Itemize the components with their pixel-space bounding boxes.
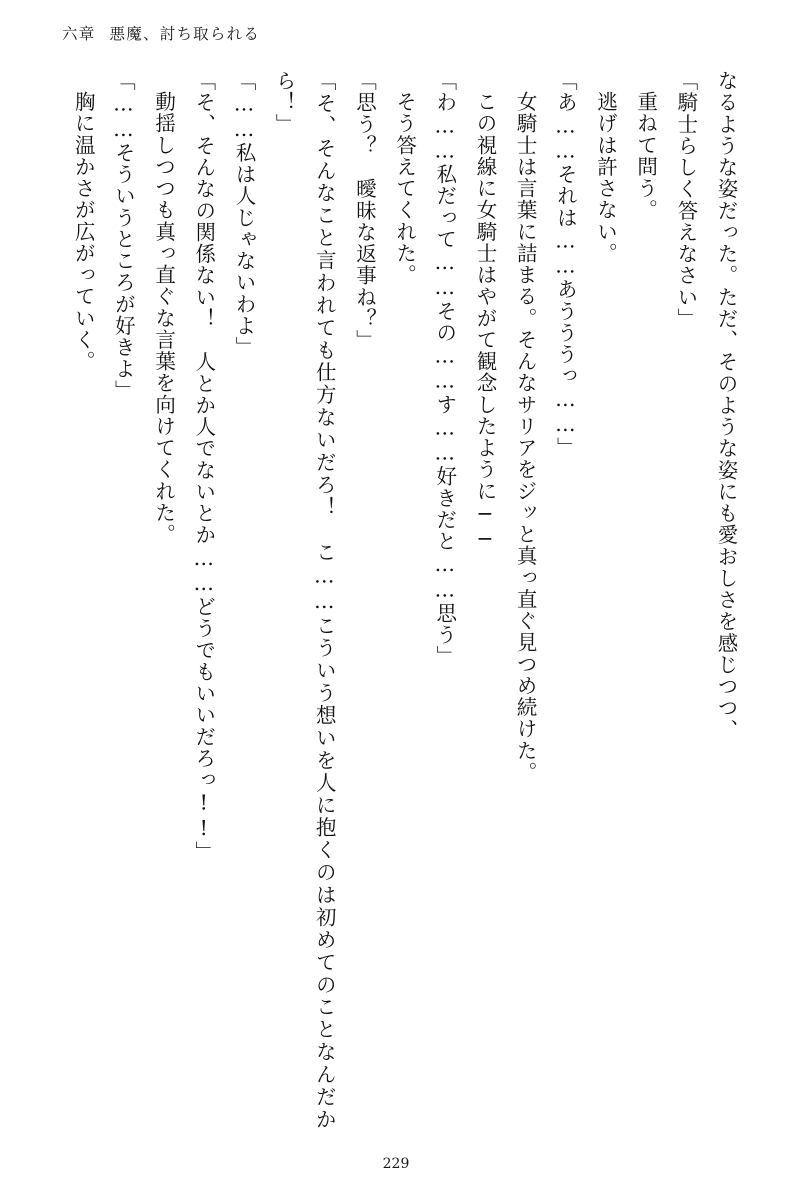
paragraph: そう答えてくれた。: [392, 90, 417, 286]
paragraph: 胸に温かさが広がっていく。: [71, 90, 96, 372]
paragraph: 「……私は人じゃないわよ」: [231, 70, 256, 359]
paragraph: 「わ……私だって……その……す……好きだと……思う」: [432, 70, 457, 668]
chapter-number: 六章: [62, 25, 96, 43]
body-text: [56, 70, 746, 1130]
paragraph: 逃げは許さない。: [593, 90, 618, 264]
paragraph: なるような姿だった。ただ、そのような姿にも愛おしさを感じつつ、: [714, 70, 738, 741]
page-number: 229: [382, 1156, 410, 1172]
chapter-title: 悪魔、討ち取られる: [109, 25, 261, 43]
paragraph: 女騎士は言葉に詰まる。そんなサリアをジッと真っ直ぐ見つめ続けた。: [513, 90, 538, 783]
paragraph: 「思う？ 曖昧な返事ね？」: [352, 70, 377, 352]
running-header: [62, 22, 260, 44]
paragraph: 「そ、そんなの関係ない！ 人とか人でないとか……どうでもいいだろっ!!」: [191, 70, 216, 863]
paragraph: 「……そういうところが好きよ」: [111, 70, 136, 402]
paragraph: 「騎士らしく答えなさい」: [673, 70, 698, 330]
paragraph: 「あ……それは……あうううっ……」: [553, 70, 578, 459]
paragraph: 重ねて問う。: [633, 90, 658, 221]
paragraph: この視線に女騎士はやがて観念したように──: [472, 90, 497, 552]
paragraph: 「そ、そんなこと言われても仕方ないだろ！ こ……こういう想いを人に抱くのは初めてのことなんだから！」: [272, 70, 337, 1130]
paragraph: 動揺しつつも真っ直ぐな言葉を向けてくれた。: [151, 90, 176, 545]
